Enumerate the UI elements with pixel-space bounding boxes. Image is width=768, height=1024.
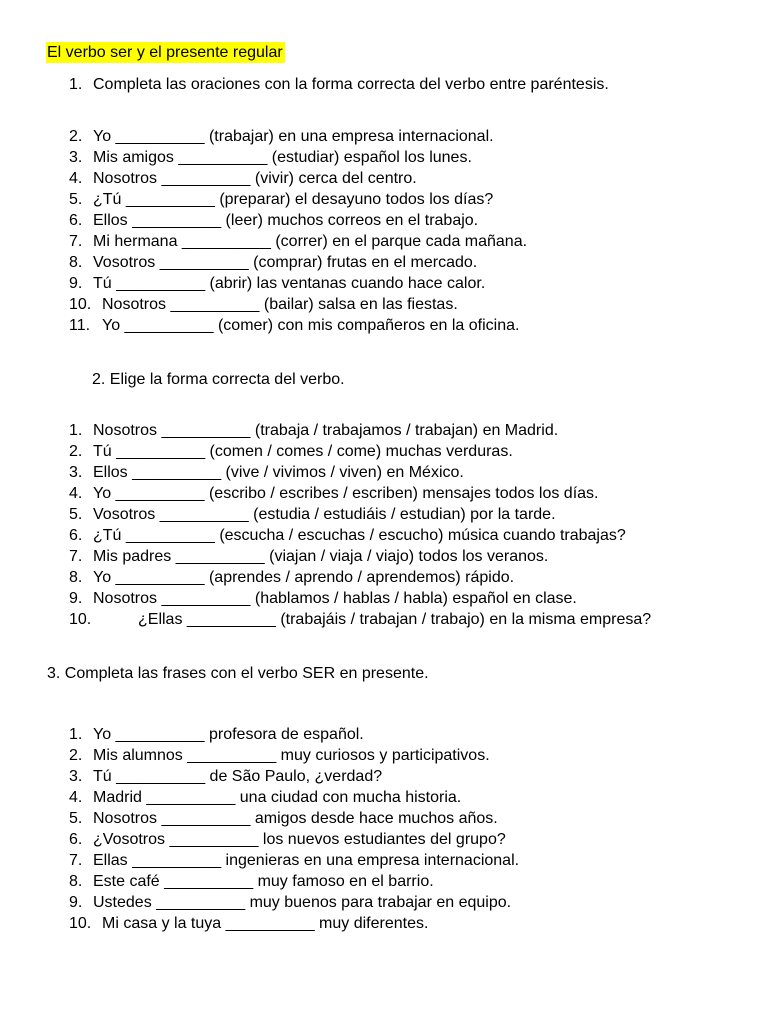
list-item [0,892,768,913]
item-number: 9. [69,275,83,292]
item-number: 10. [69,296,92,313]
item-number: 8. [69,569,83,586]
list-item [0,504,768,525]
item-number: 4. [69,789,83,806]
item-number: 3. [69,149,83,166]
item-number: 9. [69,894,83,911]
list-item [0,913,768,934]
item-text: Yo __________ profesora de español. [93,726,364,743]
item-number: 10. [69,611,92,628]
item-text: Mi casa y la tuya __________ muy diferentes. [102,915,429,932]
list-item [0,168,768,189]
item-text: Nosotros __________ (hablamos / hablas / habla) español en clase. [93,590,577,607]
item-text: Ellas __________ ingenieras en una empresa internacional. [93,852,520,869]
list-item [0,871,768,892]
item-text: Vosotros __________ (comprar) frutas en el mercado. [93,254,478,271]
item-text: Ellos __________ (vive / vivimos / viven) en México. [93,464,464,481]
item-text: Tú __________ (abrir) las ventanas cuando hace calor. [93,275,486,292]
list-item [0,546,768,567]
item-text: Mis padres __________ (viajan / viaja / viajo) todos los veranos. [93,548,549,565]
item-number: 2. [69,747,83,764]
list-item [0,210,768,231]
list-item [0,724,768,745]
section1-heading-text: Completa las oraciones con la forma correcta del verbo entre paréntesis. [93,76,609,93]
list-item [0,462,768,483]
list-item [0,766,768,787]
item-text: Nosotros __________ (bailar) salsa en las fiestas. [102,296,458,313]
item-number: 1. [69,422,83,439]
section2-list [0,420,768,630]
item-number: 2. [69,443,83,460]
section3-heading: 3. Completa las frases con el verbo SER en presente. [47,665,429,682]
item-text: ¿Tú __________ (escucha / escuchas / escucho) música cuando trabajas? [93,527,626,544]
item-number: 5. [69,191,83,208]
item-text: Yo __________ (escribo / escribes / escriben) mensajes todos los días. [93,485,599,502]
item-number: 9. [69,590,83,607]
item-text: Nosotros __________ amigos desde hace muchos años. [93,810,498,827]
item-number: 4. [69,170,83,187]
list-item [0,294,768,315]
item-number: 5. [69,810,83,827]
item-number: 8. [69,254,83,271]
item-number: 10. [69,915,92,932]
item-text: Tú __________ (comen / comes / come) muchas verduras. [93,443,513,460]
item-text: Mis alumnos __________ muy curiosos y participativos. [93,747,490,764]
item-number: 3. [69,464,83,481]
item-number: 7. [69,852,83,869]
item-number: 1. [69,726,83,743]
item-number: 7. [69,233,83,250]
item-text: Vosotros __________ (estudia / estudiáis / estudian) por la tarde. [93,506,556,523]
item-text: Nosotros __________ (vivir) cerca del centro. [93,170,417,187]
list-item [0,147,768,168]
list-item [0,787,768,808]
section2-heading: 2. Elige la forma correcta del verbo. [92,371,345,388]
list-item [0,315,768,336]
item-text: Yo __________ (comer) con mis compañeros en la oficina. [102,317,520,334]
list-item [0,252,768,273]
item-text: Ustedes __________ muy buenos para trabajar en equipo. [93,894,512,911]
document-title: El verbo ser y el presente regular [47,44,283,61]
section3-list [0,724,768,934]
item-text: Mi hermana __________ (correr) en el parque cada mañana. [93,233,528,250]
list-item [0,609,768,630]
section1-list [0,126,768,336]
list-item [0,829,768,850]
item-number: 4. [69,485,83,502]
list-item [0,126,768,147]
item-text: Nosotros __________ (trabaja / trabajamos / trabajan) en Madrid. [93,422,559,439]
item-number: 2. [69,128,83,145]
item-number: 5. [69,506,83,523]
item-number: 8. [69,873,83,890]
item-text: Madrid __________ una ciudad con mucha historia. [93,789,462,806]
list-item [0,525,768,546]
list-item [0,420,768,441]
list-item [0,588,768,609]
item-number: 6. [69,212,83,229]
item-text: Ellos __________ (leer) muchos correos en el trabajo. [93,212,479,229]
list-item [0,808,768,829]
list-item [0,231,768,252]
item-text: Este café __________ muy famoso en el barrio. [93,873,434,890]
list-item [0,483,768,504]
item-number: 6. [69,831,83,848]
item-text: Tú __________ de São Paulo, ¿verdad? [93,768,383,785]
section1-heading-number: 1. [69,76,83,93]
item-text: Mis amigos __________ (estudiar) español los lunes. [93,149,472,166]
item-number: 11. [69,317,91,334]
list-item [0,850,768,871]
list-item [0,745,768,766]
item-number: 6. [69,527,83,544]
item-number: 7. [69,548,83,565]
list-item [0,189,768,210]
item-text: ¿Vosotros __________ los nuevos estudiantes del grupo? [93,831,506,848]
item-text: ¿Tú __________ (preparar) el desayuno todos los días? [93,191,494,208]
item-text: ¿Ellas __________ (trabajáis / trabajan / trabajo) en la misma empresa? [138,611,652,628]
item-text: Yo __________ (aprendes / aprendo / aprendemos) rápido. [93,569,515,586]
item-number: 3. [69,768,83,785]
list-item [0,567,768,588]
item-text: Yo __________ (trabajar) en una empresa internacional. [93,128,494,145]
list-item [0,441,768,462]
list-item [0,273,768,294]
section1-heading [0,74,768,95]
